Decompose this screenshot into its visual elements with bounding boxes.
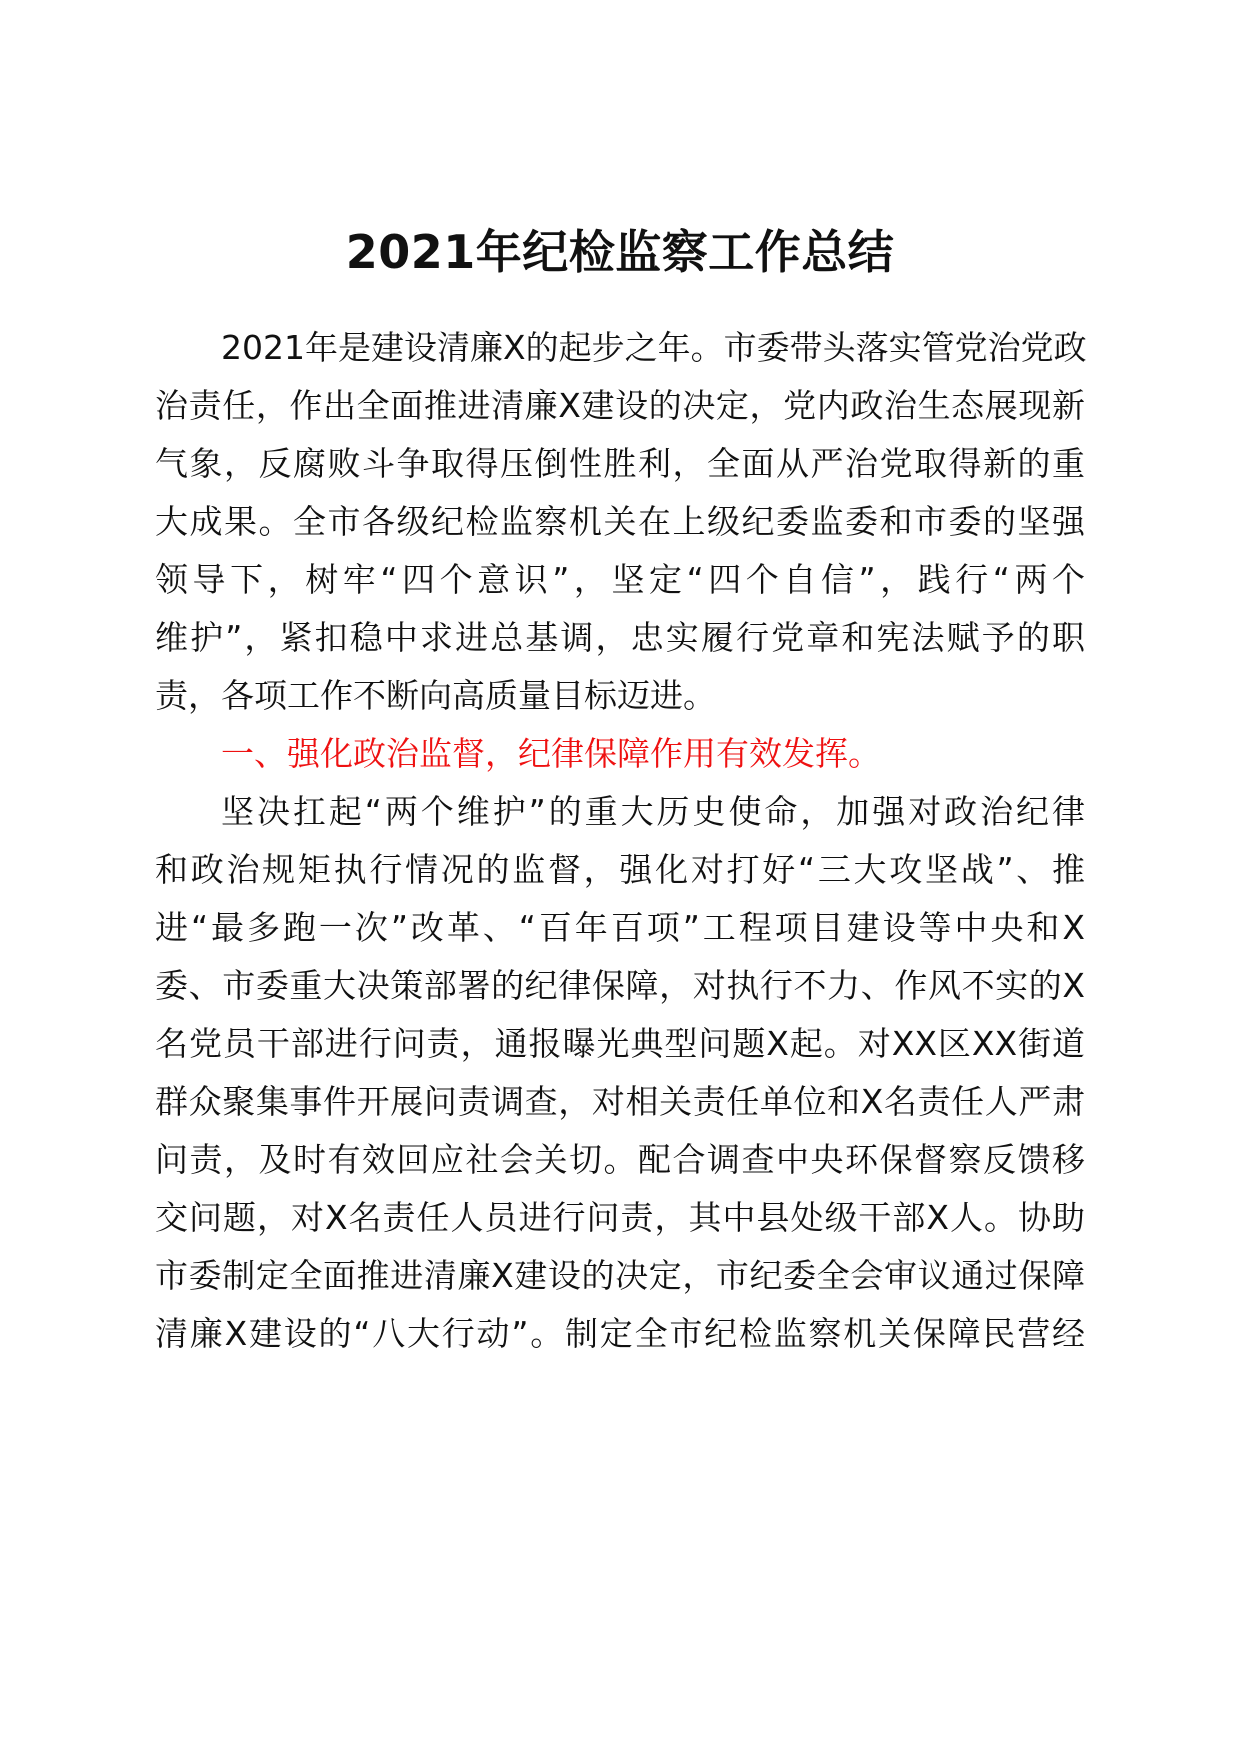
paragraph-line: 2021年是建设清廉X的起步之年。市委带头落实管党治党政	[221, 328, 1087, 367]
paragraph-line: 群众聚集事件开展问责调查，对相关责任单位和X名责任人严肃	[155, 1082, 1085, 1121]
paragraph-line: 市委制定全面推进清廉X建设的决定，市纪委全会审议通过保障	[155, 1256, 1085, 1295]
paragraph-line: 气象，反腐败斗争取得压倒性胜利，全面从严治党取得新的重	[155, 444, 1085, 483]
section-heading: 一、强化政治监督，纪律保障作用有效发挥。	[221, 734, 881, 773]
paragraph-line: 进“最多跑一次”改革、“百年百项”工程项目建设等中央和X	[155, 908, 1085, 947]
document-title: 2021年纪检监察工作总结	[345, 225, 895, 279]
paragraph-line: 维护”，紧扣稳中求进总基调，忠实履行党章和宪法赋予的职	[155, 618, 1085, 657]
paragraph-line: 清廉X建设的“八大行动”。制定全市纪检监察机关保障民营经	[155, 1314, 1085, 1353]
paragraph-line: 坚决扛起“两个维护”的重大历史使命，加强对政治纪律	[221, 792, 1085, 831]
paragraph-line: 交问题，对X名责任人员进行问责，其中县处级干部X人。协助	[155, 1198, 1085, 1237]
paragraph-line: 大成果。全市各级纪检监察机关在上级纪委监委和市委的坚强	[155, 502, 1085, 541]
paragraph-line: 问责，及时有效回应社会关切。配合调查中央环保督察反馈移	[155, 1140, 1085, 1179]
paragraph-line: 责，各项工作不断向高质量目标迈进。	[155, 676, 716, 715]
paragraph-line: 委、市委重大决策部署的纪律保障，对执行不力、作风不实的X	[155, 966, 1085, 1005]
paragraph-line: 领导下，树牢“四个意识”，坚定“四个自信”，践行“两个	[155, 560, 1085, 599]
paragraph-line: 治责任，作出全面推进清廉X建设的决定，党内政治生态展现新	[155, 386, 1085, 425]
paragraph-line: 名党员干部进行问责，通报曝光典型问题X起。对XX区XX街道	[155, 1024, 1085, 1063]
paragraph-line: 和政治规矩执行情况的监督，强化对打好“三大攻坚战”、推	[155, 850, 1085, 889]
